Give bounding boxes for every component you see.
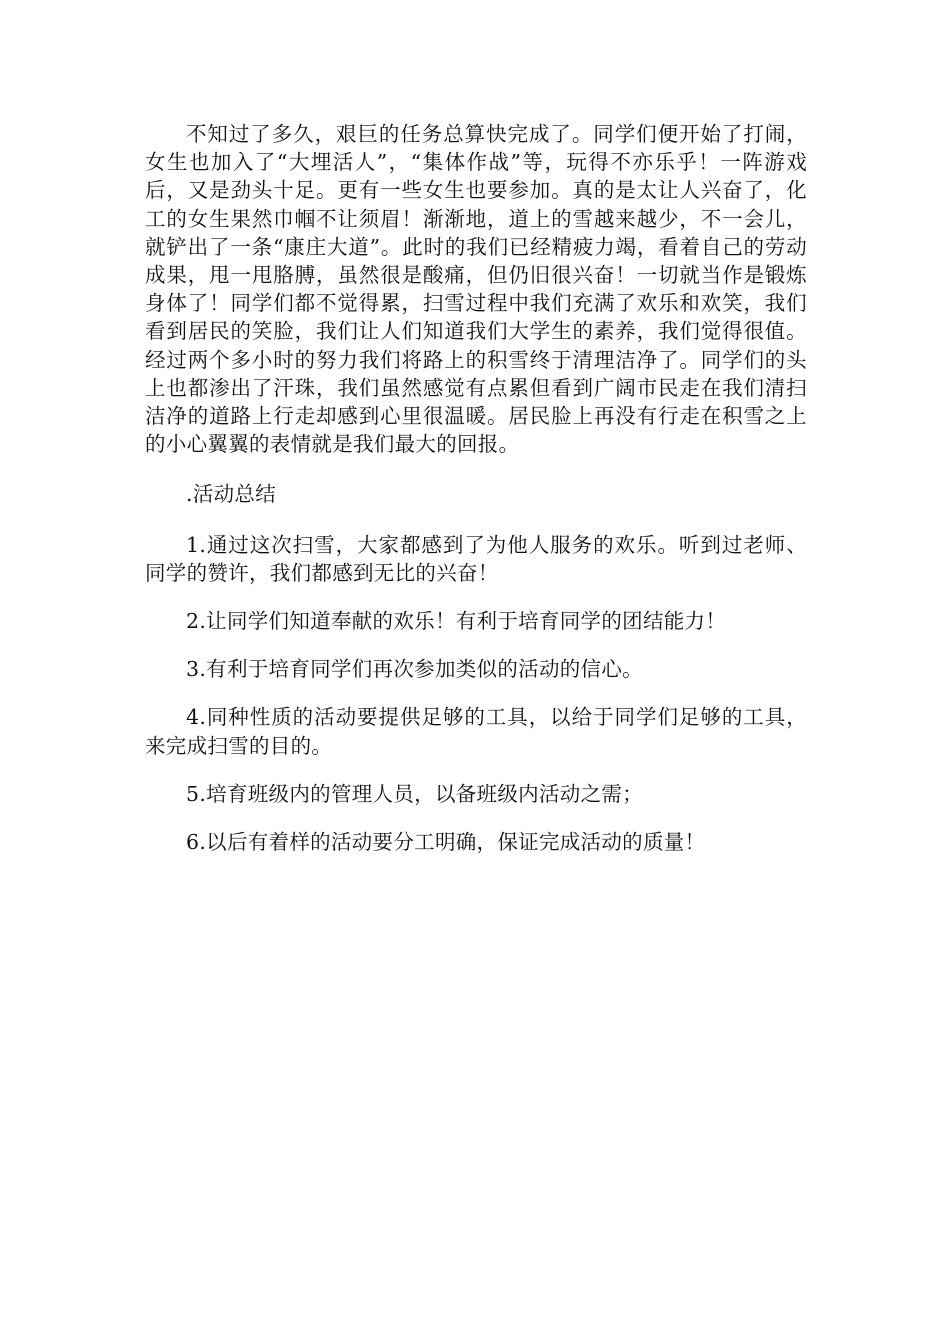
list-item: 2.让同学们知道奉献的欢乐！有利于培育同学的团结能力！ (186, 609, 727, 634)
list-item: 4.同种性质的活动要提供足够的工具，以给于同学们足够的工具，来完成扫雪的目的。 (145, 705, 807, 758)
list-item: 6.以后有着样的活动要分工明确，保证完成活动的质量！ (186, 830, 706, 855)
list-item: 3.有利于培育同学们再次参加类似的活动的信心。 (186, 657, 643, 682)
document-page (145, 120, 807, 876)
section-heading: .活动总结 (186, 482, 277, 507)
list-item: 5.培育班级内的管理人员，以备班级内活动之需； (186, 781, 643, 806)
list-item: 1.通过这次扫雪，大家都感到了为他人服务的欢乐。听到过老师、同学的赞许，我们都感到无比的兴奋！ (145, 532, 807, 585)
body-paragraph: 不知过了多久，艰巨的任务总算快完成了。同学们便开始了打闹，女生也加入了“大埋活人”，“集体作战”等，玩得不亦乐乎！一阵游戏后，又是劲头十足。更有一些女生也要参加。真的是太让人兴奋了，化工的女生果然巾帼不让须眉！渐渐地，道上的雪越来越少，不一会儿，就铲出了一条“康庄大道”。此时的我们已经精疲力竭，看着自己的劳动成果，甩一甩胳膊，虽然很是酸痛，但仍旧很兴奋！一切就当作是锻炼身体了！同学们都不觉得累，扫雪过程中我们充满了欢乐和欢笑，我们看到居民的笑脸，我们让人们知道我们大学生的素养，我们觉得很值。经过两个多小时的努力我们将路上的积雪终于清理洁净了。同学们的头上也都渗出了汗珠，我们虽然感觉有点累但看到广阔市民走在我们清扫洁净的道路上行走却感到心里很温暖。居民脸上再没有行走在积雪之上的小心翼翼的表情就是我们最大的回报。 (145, 122, 807, 457)
